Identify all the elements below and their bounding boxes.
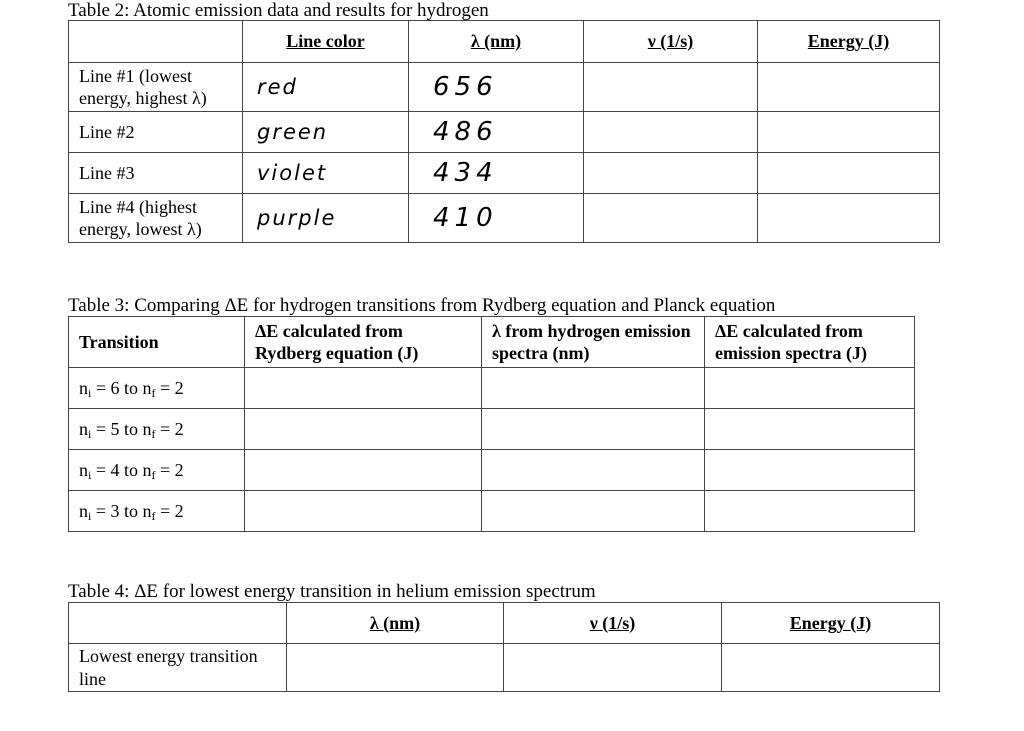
- row-label: Line #2: [69, 112, 243, 153]
- header-wavelength: λ (nm): [409, 21, 584, 63]
- header-emission-wavelength: λ from hydrogen emission spectra (nm): [482, 317, 705, 368]
- line-color-entry[interactable]: purple: [243, 194, 409, 243]
- wavelength-entry[interactable]: [482, 368, 705, 409]
- row-label: Line #4 (highest energy, lowest λ): [69, 194, 243, 243]
- wavelength-entry[interactable]: [482, 409, 705, 450]
- table-row: [69, 409, 915, 450]
- transition-label: ni = 4 to nf = 2: [69, 450, 245, 491]
- header-energy: Energy (J): [758, 21, 940, 63]
- header-transition: Transition: [69, 317, 245, 368]
- final-level: 2: [174, 459, 184, 480]
- table-row: [69, 112, 940, 153]
- final-level: 2: [174, 377, 184, 398]
- final-level: 2: [174, 500, 184, 521]
- header-wavelength: λ (nm): [287, 603, 504, 644]
- row-label: Line #1 (lowest energy, highest λ): [69, 63, 243, 112]
- transition-label: ni = 3 to nf = 2: [69, 491, 245, 532]
- energy-entry[interactable]: [705, 409, 915, 450]
- table-header-row: [69, 21, 940, 63]
- energy-entry[interactable]: [705, 368, 915, 409]
- initial-level: 4: [110, 459, 120, 480]
- rydberg-energy-entry[interactable]: [245, 368, 482, 409]
- table-row: [69, 63, 940, 112]
- line-color-entry[interactable]: green: [243, 112, 409, 153]
- energy-entry[interactable]: [705, 491, 915, 532]
- wavelength-entry[interactable]: 434: [409, 153, 584, 194]
- line-color-entry[interactable]: violet: [243, 153, 409, 194]
- header-cell-empty: [69, 603, 287, 644]
- wavelength-entry[interactable]: 486: [409, 112, 584, 153]
- hydrogen-emission-table: [68, 20, 940, 243]
- table-row: [69, 368, 915, 409]
- rydberg-energy-entry[interactable]: [245, 409, 482, 450]
- energy-entry[interactable]: [758, 153, 940, 194]
- energy-entry[interactable]: [722, 644, 940, 692]
- table-header-row: [69, 603, 940, 644]
- table-row: [69, 194, 940, 243]
- table-row: [69, 644, 940, 692]
- frequency-entry[interactable]: [504, 644, 722, 692]
- rydberg-energy-entry[interactable]: [245, 450, 482, 491]
- energy-entry[interactable]: [758, 112, 940, 153]
- table4-caption: Table 4: ΔE for lowest energy transition in helium emission spectrum: [68, 581, 596, 602]
- rydberg-energy-entry[interactable]: [245, 491, 482, 532]
- wavelength-entry[interactable]: 656: [409, 63, 584, 112]
- wavelength-entry[interactable]: [482, 450, 705, 491]
- rydberg-comparison-table: [68, 316, 915, 532]
- table-row: [69, 153, 940, 194]
- wavelength-entry[interactable]: [287, 644, 504, 692]
- header-emission-energy: ΔE calculated from emission spectra (J): [705, 317, 915, 368]
- energy-entry[interactable]: [758, 194, 940, 243]
- frequency-entry[interactable]: [584, 112, 758, 153]
- initial-level: 3: [110, 500, 120, 521]
- transition-label: ni = 5 to nf = 2: [69, 409, 245, 450]
- table2-caption: Table 2: Atomic emission data and results for hydrogen: [68, 0, 489, 21]
- row-label: Line #3: [69, 153, 243, 194]
- table-row: [69, 491, 915, 532]
- header-energy: Energy (J): [722, 603, 940, 644]
- energy-entry[interactable]: [705, 450, 915, 491]
- table3-caption: Table 3: Comparing ΔE for hydrogen transitions from Rydberg equation and Planck equation: [68, 295, 776, 316]
- initial-level: 6: [110, 377, 120, 398]
- table-row: [69, 450, 915, 491]
- wavelength-entry[interactable]: [482, 491, 705, 532]
- row-label: Lowest energy transition line: [69, 644, 287, 692]
- final-level: 2: [174, 418, 184, 439]
- header-frequency: ν (1/s): [504, 603, 722, 644]
- line-color-entry[interactable]: red: [243, 63, 409, 112]
- header-cell-empty: [69, 21, 243, 63]
- header-line-color: Line color: [243, 21, 409, 63]
- frequency-entry[interactable]: [584, 63, 758, 112]
- table-header-row: [69, 317, 915, 368]
- transition-label: ni = 6 to nf = 2: [69, 368, 245, 409]
- frequency-entry[interactable]: [584, 153, 758, 194]
- wavelength-entry[interactable]: 410: [409, 194, 584, 243]
- energy-entry[interactable]: [758, 63, 940, 112]
- header-rydberg-energy: ΔE calculated from Rydberg equation (J): [245, 317, 482, 368]
- header-frequency: ν (1/s): [584, 21, 758, 63]
- frequency-entry[interactable]: [584, 194, 758, 243]
- helium-transition-table: [68, 602, 940, 692]
- initial-level: 5: [110, 418, 120, 439]
